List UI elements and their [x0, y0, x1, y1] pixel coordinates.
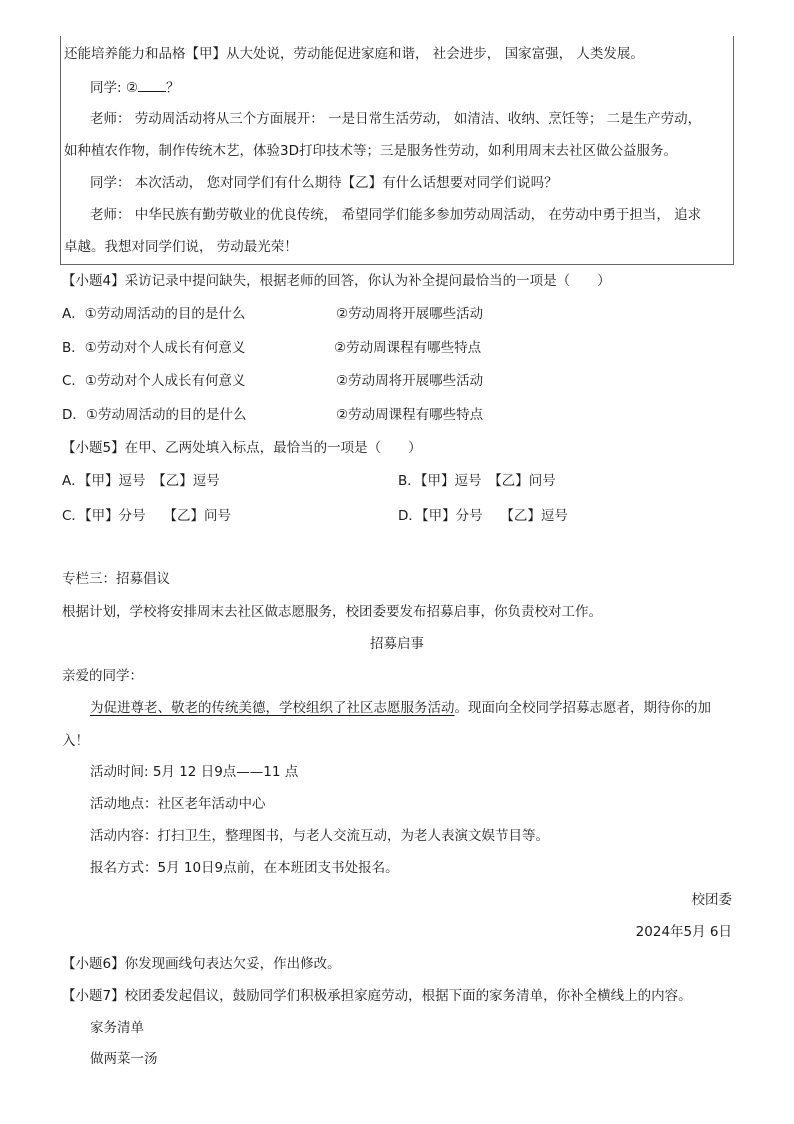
q4-option-a-1: A．①劳动周活动的目的是什么 [62, 306, 246, 322]
chores-title: 家务清单 [90, 1020, 144, 1036]
notice-signature: 校团委 [691, 892, 732, 908]
q5-option-b: B．【甲】逗号 【乙】问号 [398, 473, 556, 489]
activity-content: 活动内容：打扫卫生，整理图书，与老人交流互动，为老人表演文娱节目等。 [90, 828, 549, 844]
interview-line-5: 同学： 本次活动， 您对同学们有什么期待【乙】有什么话想要对同学们说吗？ [90, 175, 558, 191]
section-3-intro: 根据计划，学校将安排周末去社区做志愿服务，校团委要发布招募启事，你负责校对工作。 [62, 604, 602, 620]
notice-greeting: 亲爱的同学： [62, 668, 143, 684]
q5-option-d: D．【甲】分号 【乙】逗号 [398, 508, 568, 524]
question-7: 【小题7】校团委发起倡议，鼓励同学们积极承担家庭劳动，根据下面的家务清单，你补全横线上的内容。 [62, 988, 692, 1004]
question-4-stem: 【小题4】采访记录中提问缺失，根据老师的回答，你认为补全提问最恰当的一项是（ ） [62, 273, 611, 289]
interview-line-3: 老师： 劳动周活动将从三个方面展开： 一是日常生活劳动， 如清洁、收纳、烹饪等； 二是生产劳动， [90, 111, 702, 127]
activity-time: 活动时间: 5月 12 日9点——11 点 [90, 764, 299, 780]
notice-date: 2024年5月 6日 [635, 924, 732, 940]
chores-item-1: 做两菜一汤 [90, 1051, 158, 1067]
interview-line-6: 老师： 中华民族有勤劳敬业的优良传统， 希望同学们能多参加劳动周活动， 在劳动中勇于担当， 追求 [90, 207, 702, 223]
answer-blank-2 [138, 77, 166, 92]
activity-place: 活动地点：社区老年活动中心 [90, 796, 266, 812]
notice-paragraph: 为促进尊老、敬老的传统美德，学校组织了社区志愿服务活动。现面向全校同学招募志愿者，期待你的加 [90, 700, 711, 716]
q4-option-a-2: ②劳动周将开展哪些活动 [336, 306, 484, 322]
q4-option-c-2: ②劳动周将开展哪些活动 [336, 373, 484, 389]
q4-option-c-1: C．①劳动对个人成长有何意义 [62, 373, 246, 389]
interview-line-1: 还能培养能力和品格【甲】从大处说，劳动能促进家庭和谐， 社会进步， 国家富强， 人类发展。 [64, 46, 644, 62]
underlined-sentence: 为促进尊老、敬老的传统美德，学校组织了社区志愿服务活动 [90, 700, 455, 716]
interview-line-2: 同学: ② ？ [90, 77, 179, 98]
question-5-stem: 【小题5】在甲、乙两处填入标点，最恰当的一项是（ ） [62, 440, 422, 456]
q4-option-d-2: ②劳动周课程有哪些特点 [336, 407, 484, 423]
interview-line-7: 卓越。我想对同学们说， 劳动最光荣！ [64, 239, 298, 255]
interview-line-4: 如种植农作物，制作传统木艺，体验3D打印技术等；三是服务性劳动，如利用周末去社区做公益服务。 [64, 143, 677, 159]
q4-option-b-1: B．①劳动对个人成长有何意义 [62, 340, 246, 356]
q4-option-b-2: ②劳动周课程有哪些特点 [334, 340, 482, 356]
notice-paragraph-cont: 入！ [62, 733, 89, 749]
section-3-title: 专栏三：招募倡议 [62, 571, 170, 587]
notice-title: 招募启事 [370, 636, 424, 652]
q5-option-a: A．【甲】逗号 【乙】逗号 [62, 473, 220, 489]
q4-option-d-1: D．①劳动周活动的目的是什么 [62, 407, 247, 423]
question-6: 【小题6】你发现画线句表达欠妥，作出修改。 [62, 956, 341, 972]
signup-method: 报名方式：5月 10日9点前，在本班团支书处报名。 [90, 860, 399, 876]
q5-option-c: C．【甲】分号 【乙】问号 [62, 508, 231, 524]
